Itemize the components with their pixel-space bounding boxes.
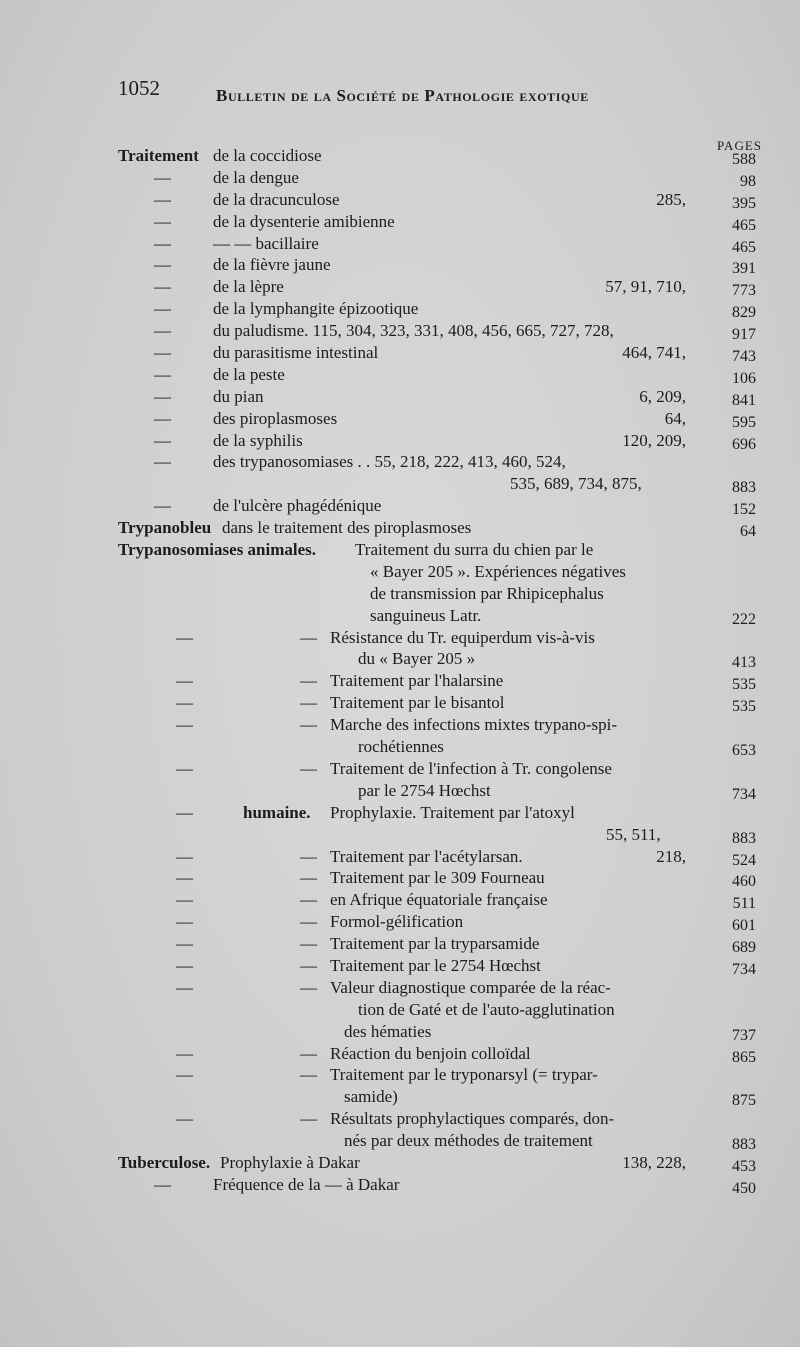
index-entry [0, 605, 800, 627]
entry-text: de la syphilis [213, 430, 303, 450]
entry-text: Traitement par l'halarsine [330, 671, 504, 691]
ditto-dash: — [300, 912, 317, 932]
index-entry [0, 1108, 800, 1130]
ditto-dash: — [176, 1109, 193, 1129]
index-entry [0, 233, 800, 255]
entry-text: Traitement par le 2754 Hœchst [330, 955, 541, 975]
entry-text: samide) [344, 1087, 398, 1107]
ditto-dash: — [300, 846, 317, 866]
index-entry [0, 692, 800, 714]
entry-page: 535 [732, 698, 756, 716]
index-entry [0, 320, 800, 342]
index-entry [0, 451, 800, 473]
entry-text: de la fièvre jaune [213, 255, 331, 275]
entry-text: de la dracunculose [213, 189, 340, 209]
ditto-dash: — [176, 715, 193, 735]
entry-page: 689 [732, 939, 756, 957]
ditto-dash: — [154, 167, 171, 187]
index-entry [0, 627, 800, 649]
ditto-dash: — [300, 868, 317, 888]
ditto-dash: — [154, 364, 171, 384]
entry-text: Traitement par le tryponarsyl (= trypar- [330, 1065, 598, 1085]
entry-heading: Tuberculose. [118, 1152, 211, 1172]
entry-page: 737 [732, 1026, 756, 1044]
entry-page: 106 [732, 369, 756, 387]
ditto-dash: — [154, 321, 171, 341]
entry-page: 734 [732, 785, 756, 803]
ditto-dash: — [300, 671, 317, 691]
ditto-dash: — [176, 977, 193, 997]
index-entry [0, 189, 800, 211]
ditto-dash: — [154, 189, 171, 209]
entry-page: 917 [732, 326, 756, 344]
index-entry [0, 780, 800, 802]
entry-text: des trypanosomiases . . 55, 218, 222, 413, 460, 524, [213, 452, 566, 472]
entry-page: 152 [732, 501, 756, 519]
entry-page: 413 [732, 654, 756, 672]
entry-text: Résultats prophylactiques comparés, don- [330, 1109, 615, 1129]
ditto-dash: — [176, 1043, 193, 1063]
index-entry [0, 561, 800, 583]
ditto-dash: — [300, 627, 317, 647]
entry-refs: 138, 228, [622, 1152, 686, 1172]
entry-text: de transmission par Rhipicephalus [370, 583, 604, 603]
entry-text: Traitement par le bisantol [330, 693, 505, 713]
index-entry [0, 1064, 800, 1086]
entry-refs: 120, 209, [622, 430, 686, 450]
index-entry [0, 473, 800, 495]
entry-page: 222 [732, 610, 756, 628]
entry-page: 98 [740, 172, 756, 190]
index-entry [0, 670, 800, 692]
entry-subheading: humaine. [243, 802, 311, 822]
entry-page: 883 [732, 1136, 756, 1154]
entry-page: 743 [732, 348, 756, 366]
ditto-dash: — [154, 430, 171, 450]
entry-page: 64 [740, 523, 756, 541]
ditto-dash: — [154, 408, 171, 428]
entry-text: 55, 511, [606, 824, 661, 844]
index-entry [0, 430, 800, 452]
entry-refs: 6, 209, [639, 386, 686, 406]
entry-page: 773 [732, 282, 756, 300]
entry-page: 588 [732, 151, 756, 168]
entry-refs: 218, [656, 846, 686, 866]
ditto-dash: — [154, 496, 171, 516]
index-entry [0, 1174, 800, 1196]
ditto-dash: — [300, 934, 317, 954]
index-entry [0, 824, 800, 846]
entry-text: rochétiennes [358, 737, 444, 757]
ditto-dash: — [176, 912, 193, 932]
index-entries [0, 145, 800, 1196]
index-entry [0, 977, 800, 999]
entry-text: de la lèpre [213, 277, 284, 297]
entry-text: par le 2754 Hœchst [358, 780, 491, 800]
entry-text: de la peste [213, 364, 285, 384]
entry-page: 653 [732, 742, 756, 760]
index-entry [0, 802, 800, 824]
entry-page: 696 [732, 435, 756, 453]
entry-text: dans le traitement des piroplasmoses [222, 518, 472, 538]
entry-text: Résistance du Tr. equiperdum vis-à-vis [330, 627, 595, 647]
index-entry [0, 211, 800, 233]
entry-text: sanguineus Latr. [370, 605, 482, 625]
entry-page: 465 [732, 216, 756, 234]
index-entry [0, 758, 800, 780]
entry-refs: 464, 741, [622, 343, 686, 363]
entry-text: de la dengue [213, 167, 299, 187]
entry-page: 865 [732, 1048, 756, 1066]
index-entry [0, 1021, 800, 1043]
index-entry [0, 648, 800, 670]
index-entry [0, 999, 800, 1021]
index-entry [0, 517, 800, 539]
entry-text: Traitement de l'infection à Tr. congolense [330, 758, 612, 778]
ditto-dash: — [176, 955, 193, 975]
ditto-dash: — [300, 955, 317, 975]
ditto-dash: — [300, 1109, 317, 1129]
entry-text: Prophylaxie à Dakar [220, 1152, 360, 1172]
ditto-dash: — [154, 452, 171, 472]
index-entry [0, 342, 800, 364]
entry-text: des piroplasmoses [213, 408, 338, 428]
entry-text: Marche des infections mixtes trypano-spi- [330, 715, 618, 735]
index-entry [0, 539, 800, 561]
ditto-dash: — [300, 1043, 317, 1063]
ditto-dash: — [300, 977, 317, 997]
entry-text: Prophylaxie. Traitement par l'atoxyl [330, 802, 575, 822]
entry-text: Formol-gélification [330, 912, 464, 932]
index-entry [0, 867, 800, 889]
ditto-dash: — [300, 758, 317, 778]
entry-text: 535, 689, 734, 875, [510, 474, 642, 494]
index-entry [0, 167, 800, 189]
index-entry [0, 495, 800, 517]
entry-text: de la coccidiose [213, 146, 322, 165]
ditto-dash: — [176, 934, 193, 954]
ditto-dash: — [176, 627, 193, 647]
entry-page: 841 [732, 391, 756, 409]
entry-page: 595 [732, 413, 756, 431]
entry-page: 535 [732, 676, 756, 694]
index-entry [0, 276, 800, 298]
ditto-dash: — [300, 693, 317, 713]
entry-text: Fréquence de la — à Dakar [213, 1174, 400, 1194]
index-entry [0, 145, 800, 167]
entry-page: 460 [732, 873, 756, 891]
ditto-dash: — [176, 671, 193, 691]
ditto-dash: — [154, 343, 171, 363]
entry-page: 524 [732, 851, 756, 869]
ditto-dash: — [300, 715, 317, 735]
ditto-dash: — [176, 802, 193, 822]
index-entry [0, 254, 800, 276]
entry-text: de la lymphangite épizootique [213, 299, 419, 319]
entry-text: de la dysenterie amibienne [213, 211, 395, 231]
entry-refs: 64, [664, 408, 686, 428]
entry-page: 829 [732, 304, 756, 322]
entry-refs: 57, 91, 710, [605, 277, 686, 297]
ditto-dash: — [154, 255, 171, 275]
ditto-dash: — [154, 233, 171, 253]
entry-page: 734 [732, 960, 756, 978]
ditto-dash: — [176, 890, 193, 910]
ditto-dash: — [154, 1174, 171, 1194]
ditto-dash: — [176, 1065, 193, 1085]
entry-text: en Afrique équatoriale française [330, 890, 548, 910]
index-entry [0, 889, 800, 911]
entry-text: — — bacillaire [213, 233, 319, 253]
ditto-dash: — [154, 299, 171, 319]
ditto-dash: — [154, 277, 171, 297]
page-number: 1052 [118, 76, 160, 100]
entry-page: 465 [732, 238, 756, 256]
entry-text: Réaction du benjoin colloïdal [330, 1043, 531, 1063]
index-entry [0, 933, 800, 955]
entry-text: des hématies [344, 1021, 432, 1041]
entry-page: 875 [732, 1092, 756, 1110]
entry-text: du pian [213, 386, 264, 406]
index-entry [0, 1130, 800, 1152]
entry-heading: Traitement [118, 146, 199, 165]
ditto-dash: — [154, 211, 171, 231]
ditto-dash: — [176, 868, 193, 888]
entry-text: Traitement par la tryparsamide [330, 934, 540, 954]
entry-text: tion de Gaté et de l'auto-agglutination [358, 999, 615, 1019]
entry-text: du parasitisme intestinal [213, 343, 379, 363]
index-entry [0, 1086, 800, 1108]
index-entry [0, 298, 800, 320]
entry-text: Traitement par l'acétylarsan. [330, 846, 523, 866]
entry-text: « Bayer 205 ». Expériences négatives [370, 561, 626, 581]
ditto-dash: — [176, 846, 193, 866]
index-entry [0, 364, 800, 386]
entry-text: du paludisme. 115, 304, 323, 331, 408, 456, 665, 727, 728, [213, 321, 614, 341]
ditto-dash: — [300, 890, 317, 910]
index-entry [0, 911, 800, 933]
pages-column-label: PAGES [717, 138, 762, 153]
ditto-dash: — [154, 386, 171, 406]
index-entry [0, 1043, 800, 1065]
entry-page: 511 [732, 895, 756, 913]
index-entry [0, 955, 800, 977]
entry-page: 453 [732, 1157, 756, 1175]
index-entry [0, 386, 800, 408]
index-entry [0, 846, 800, 868]
entry-page: 883 [732, 829, 756, 847]
entry-text: de l'ulcère phagédénique [213, 496, 382, 516]
index-entry [0, 1152, 800, 1174]
entry-page: 601 [732, 917, 756, 935]
running-title: Bulletin de la Société de Pathologie exotique [216, 86, 589, 105]
entry-text: Valeur diagnostique comparée de la réac- [330, 977, 611, 997]
ditto-dash: — [300, 1065, 317, 1085]
ditto-dash: — [176, 758, 193, 778]
index-entry [0, 583, 800, 605]
entry-heading: Trypanobleu [118, 518, 212, 538]
entry-heading: Trypanosomiases animales. [118, 540, 317, 560]
entry-page: 391 [732, 260, 756, 278]
entry-page: 395 [732, 194, 756, 212]
entry-text: Traitement du surra du chien par le [355, 540, 594, 560]
entry-page: 450 [732, 1179, 756, 1197]
index-entry [0, 714, 800, 736]
entry-refs: 285, [656, 189, 686, 209]
entry-text: nés par deux méthodes de traitement [344, 1131, 593, 1151]
entry-page: 883 [732, 479, 756, 497]
entry-text: du « Bayer 205 » [358, 649, 476, 669]
index-entry [0, 736, 800, 758]
index-entry [0, 408, 800, 430]
ditto-dash: — [176, 693, 193, 713]
entry-text: Traitement par le 309 Fourneau [330, 868, 545, 888]
